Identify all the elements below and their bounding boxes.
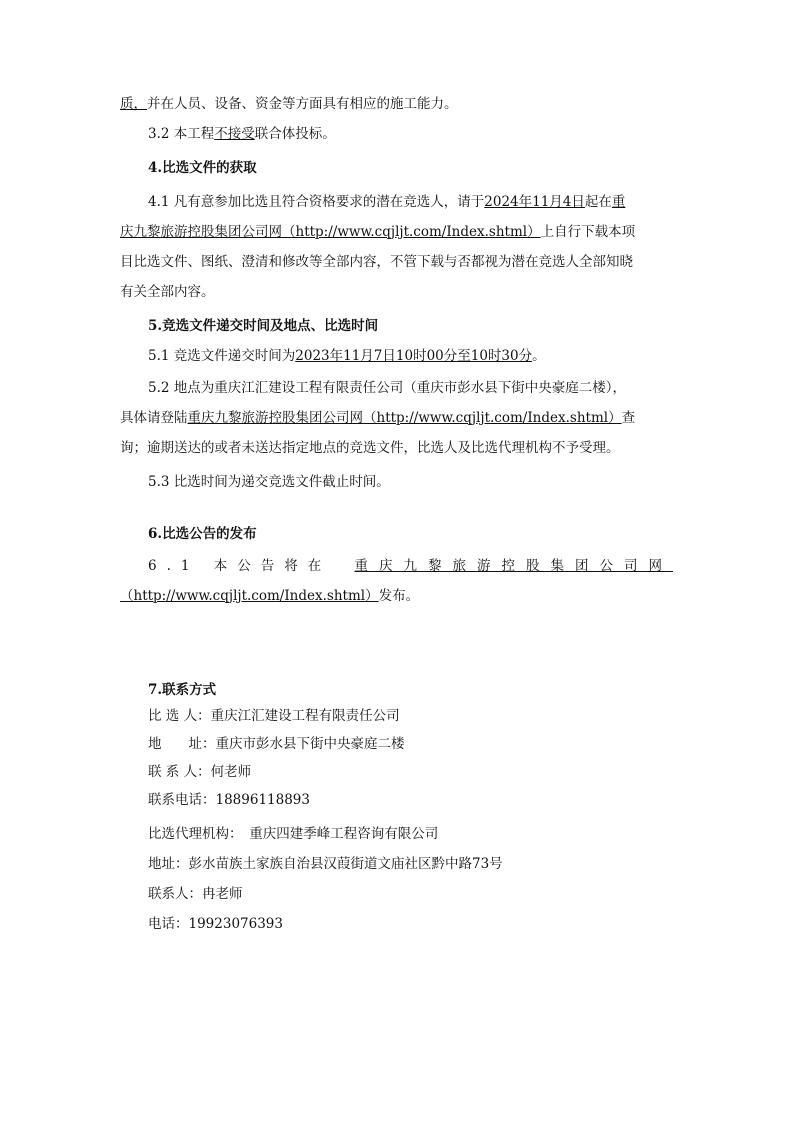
clause-5-2-line3: 询；逾期送达的或者未送达指定地点的竞选文件，比选人及比选代理机构不予受理。 (120, 440, 620, 456)
download-site-link[interactable]: 庆九黎旅游控股集团公司网（http://www.cqjljt.com/Index.shtml） (120, 224, 541, 240)
clause-5-1-text: 5.1 竞选文件递交时间为 (148, 348, 296, 364)
section4-heading: 4.比选文件的获取 (148, 160, 257, 176)
contact-value: 重庆市彭水县下街中央豪庭二楼 (215, 736, 405, 752)
clause-5-1-end: 。 (532, 348, 546, 364)
contact-value: 18896118893 (215, 792, 310, 808)
contact-label: 联 系 人： (148, 764, 211, 780)
contact-value: 重庆江汇建设工程有限责任公司 (210, 708, 400, 724)
clause-5-1 (148, 346, 673, 366)
contact-row-agency-phone (148, 914, 673, 934)
submission-time: 2023年11月7日10时00分至10时30分 (295, 348, 533, 364)
site-name-start: 重 (611, 194, 626, 210)
clause-3-2 (148, 124, 673, 144)
clause-4-1-line4: 有关全部内容。 (120, 284, 215, 300)
contact-value: 何老师 (210, 764, 252, 780)
contact-value: 重庆四建季峰工程咨询有限公司 (235, 826, 439, 842)
section3-line (120, 94, 673, 114)
capability-text: 并在人员、设备、资金等方面具有相应的施工能力。 (147, 96, 458, 112)
download-start-date: 2024年11月4日 (484, 194, 585, 210)
clause-6-1-line2 (120, 586, 673, 606)
contact-row-agency (148, 824, 673, 844)
contact-label: 联系电话： (148, 792, 216, 808)
contact-value: 彭水苗族土家族自治县汉葭街道文庙社区黔中路73号 (188, 856, 503, 872)
section6-heading: 6.比选公告的发布 (148, 526, 257, 542)
clause-4-1-connector: 起在 (584, 194, 612, 210)
clause-6-1-end: 发布。 (378, 588, 420, 604)
publish-site-link[interactable]: （http://www.cqjljt.com/Index.shtml） (120, 588, 379, 604)
contact-value: 19923076393 (188, 916, 283, 932)
contact-label: 联系人： (148, 886, 202, 902)
contact-label: 地 址： (148, 736, 216, 752)
clause-6-1-text: 6.1 本公告将在 (148, 558, 332, 574)
clause-3-2-prefix: 3.2 本工程 (148, 126, 215, 142)
clause-4-1-download-text: 上自行下载本项 (540, 224, 636, 240)
contact-row-address (148, 734, 673, 754)
contact-row-tenderer (148, 706, 673, 726)
contact-label: 比 选 人： (148, 708, 211, 724)
contact-label: 电话： (148, 916, 189, 932)
query-site-link[interactable]: 重庆九黎旅游控股集团公司网（http://www.cqjljt.com/Index.shtml） (187, 410, 622, 426)
contact-row-agency-person (148, 884, 673, 904)
clause-3-2-suffix: 联合体投标。 (254, 126, 336, 142)
section5-heading: 5.竞选文件递交时间及地点、比选时间 (148, 318, 379, 334)
contact-label: 地址： (148, 856, 189, 872)
clause-4-1-line3: 目比选文件、图纸、澄清和修改等全部内容，不管下载与否都视为潜在竞选人全部知晓 (120, 254, 633, 270)
clause-5-2-login-text: 具体请登陆 (120, 410, 188, 426)
contact-label: 比选代理机构： (148, 826, 236, 842)
qualification-fragment: 质， (120, 96, 147, 112)
clause-4-1-text: 4.1 凡有意参加比选且符合资格要求的潜在竞选人，请于 (148, 194, 485, 210)
contact-row-agency-address (148, 854, 673, 874)
contact-row-phone (148, 790, 673, 810)
clause-5-2-line1: 5.2 地点为重庆江汇建设工程有限责任公司（重庆市彭水县下街中央豪庭二楼）， (148, 380, 627, 396)
publish-site-name: 重庆九黎旅游控股集团公司网 (354, 558, 673, 574)
clause-6-1-line1 (148, 556, 673, 576)
clause-4-1-line2 (120, 222, 673, 242)
clause-5-2-query-text: 查 (621, 410, 636, 426)
not-accept-text: 不接受 (214, 126, 255, 142)
clause-5-3: 5.3 比选时间为递交竞选文件截止时间。 (148, 474, 390, 490)
contact-value: 冉老师 (202, 886, 243, 902)
contact-row-person (148, 762, 673, 782)
clause-4-1-line1 (148, 192, 673, 212)
section7-heading: 7.联系方式 (148, 682, 217, 698)
clause-5-2-line2 (120, 408, 673, 428)
